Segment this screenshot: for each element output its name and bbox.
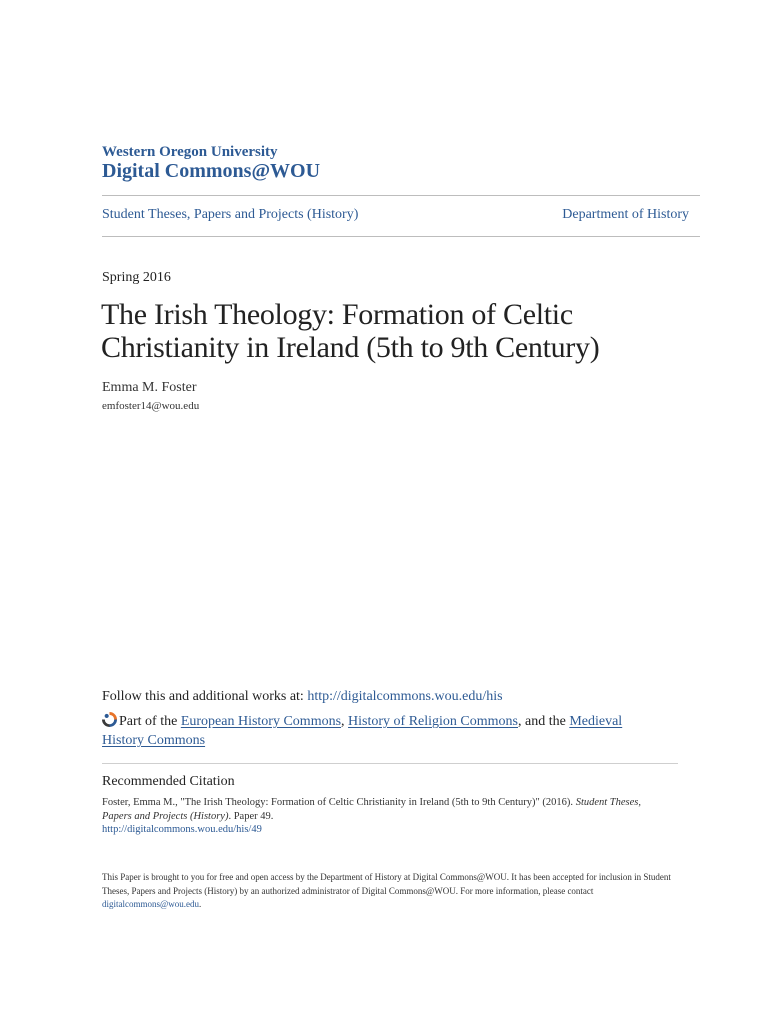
header-divider-bottom	[102, 236, 700, 237]
part-of-separator-and: , and the	[518, 714, 570, 729]
access-notice-end: .	[199, 899, 202, 909]
citation-divider	[102, 763, 678, 764]
repository-link[interactable]: Digital Commons@WOU	[102, 160, 321, 182]
header-divider-top	[102, 195, 700, 196]
follow-prefix: Follow this and additional works at:	[102, 689, 308, 704]
access-notice-text: This Paper is brought to you for free and open access by the Department of History at Digital Commons@WOU. It has been accepted for inclusion in Student Theses, Papers and Projects (History) by an authorized administrator of Digital Commons@WOU. For more information, please contact	[102, 872, 671, 896]
university-name: Western Oregon University	[102, 144, 278, 160]
contact-email-link[interactable]: digitalcommons@wou.edu	[102, 899, 200, 909]
medieval-history-commons-link[interactable]: Medieval History Commons	[102, 714, 623, 748]
part-of-separator: ,	[341, 714, 349, 729]
publication-date: Spring 2016	[102, 270, 171, 285]
access-notice	[102, 871, 672, 912]
citation-series: Student Theses, Papers and Projects (History)	[102, 797, 642, 822]
paper-title-line-2: Christianity in Ireland (5th to 9th Century)	[101, 331, 600, 364]
department-link[interactable]: Department of History	[562, 207, 689, 222]
follow-line	[102, 689, 503, 705]
citation-text	[102, 796, 662, 837]
citation-heading: Recommended Citation	[102, 774, 235, 789]
citation-body: Foster, Emma M., "The Irish Theology: Formation of Celtic Christianity in Ireland (5th to 9th Century)" (2016).	[102, 797, 576, 808]
part-of-prefix: Part of the	[119, 714, 181, 729]
author-name: Emma M. Foster	[102, 380, 197, 395]
paper-title	[101, 298, 661, 364]
citation-url-link[interactable]: http://digitalcommons.wou.edu/his/49	[102, 824, 262, 835]
citation-paper-number: . Paper 49.	[228, 810, 274, 822]
bepress-commons-icon	[102, 712, 117, 727]
history-of-religion-commons-link[interactable]: History of Religion Commons	[348, 714, 518, 729]
european-history-commons-link[interactable]: European History Commons	[180, 714, 342, 729]
part-of-line	[102, 712, 662, 750]
author-email: emfoster14@wou.edu	[102, 400, 200, 412]
follow-url-link[interactable]: http://digitalcommons.wou.edu/his	[307, 689, 503, 704]
series-link[interactable]: Student Theses, Papers and Projects (History)	[102, 207, 359, 222]
paper-title-line-1: The Irish Theology: Formation of Celtic	[101, 298, 573, 331]
